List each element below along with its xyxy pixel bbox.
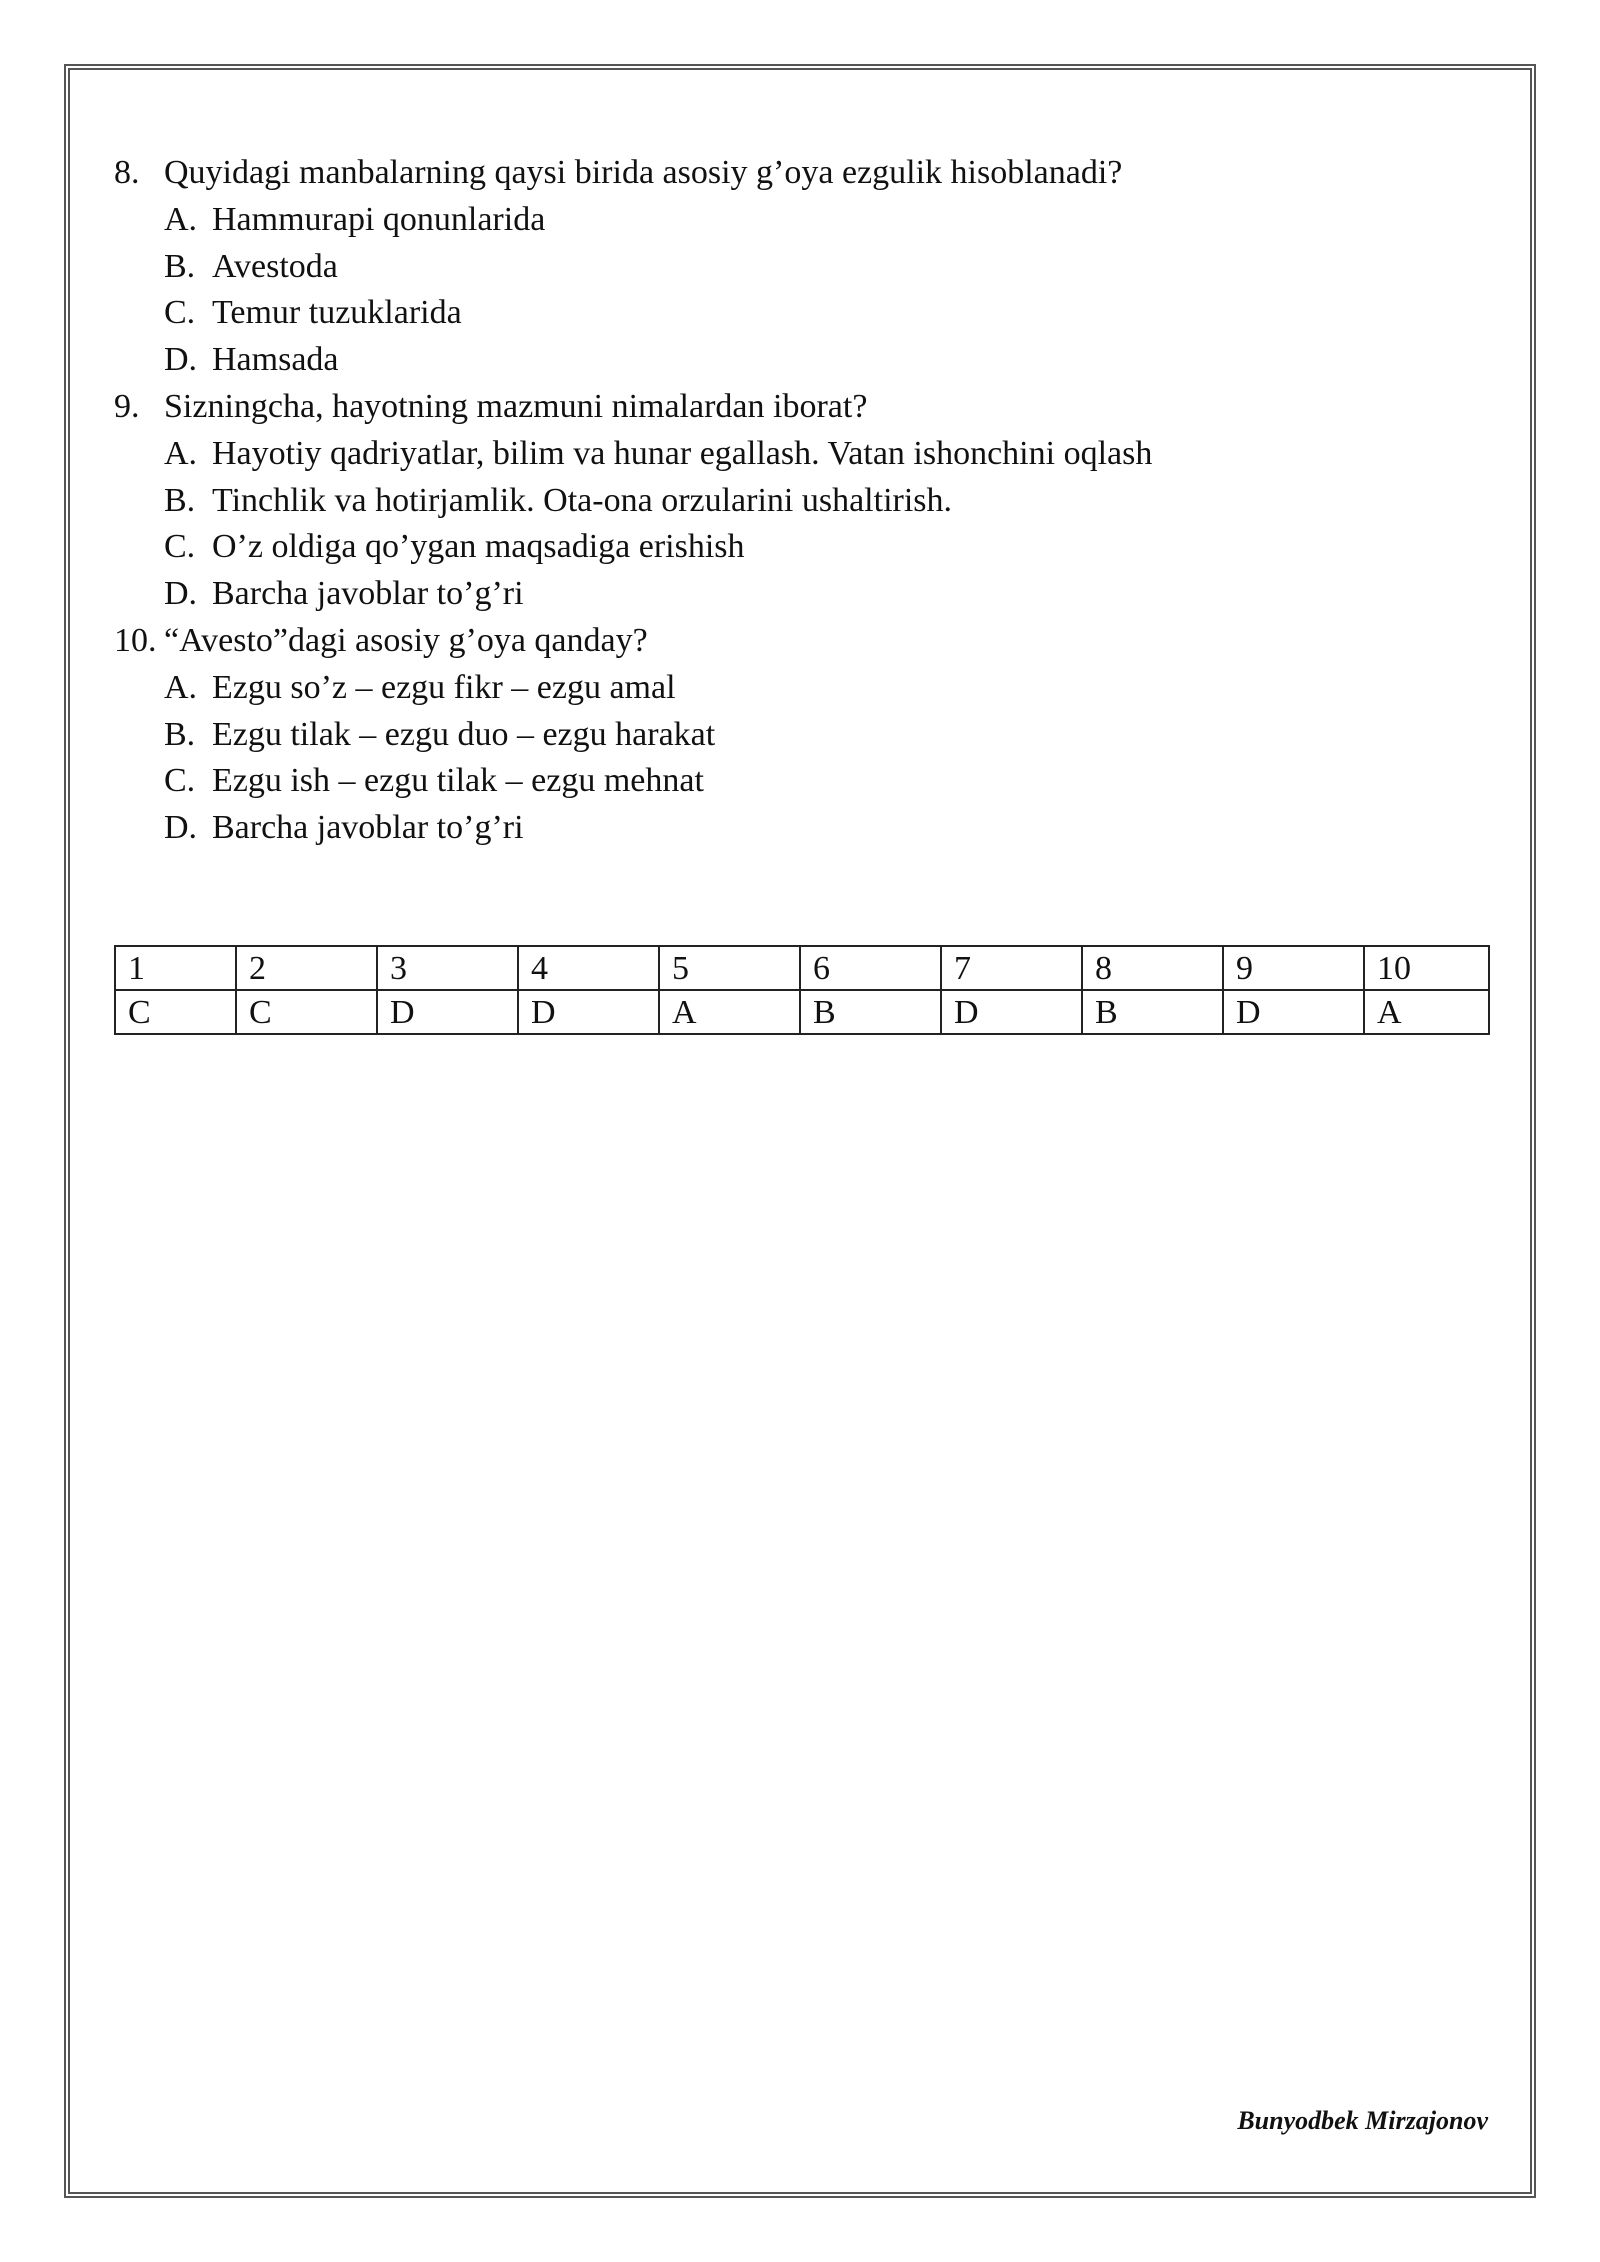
answer-key-answers-row [115, 990, 1489, 1034]
option-letter: A. [164, 200, 198, 238]
option-9d [114, 571, 1494, 618]
table-cell: D [377, 990, 518, 1034]
table-cell: D [518, 990, 659, 1034]
option-letter: C. [164, 528, 196, 566]
option-10a [114, 665, 1494, 712]
table-cell: 1 [115, 946, 236, 990]
question-text: Sizningcha, hayotning mazmuni nimalardan iborat? [164, 387, 868, 425]
question-8 [114, 150, 1494, 197]
option-text: O’z oldiga qo’ygan maqsadiga erishish [212, 528, 745, 566]
option-text: Avestoda [212, 247, 338, 285]
table-cell: 7 [941, 946, 1082, 990]
option-8a [114, 197, 1494, 244]
question-9 [114, 384, 1494, 431]
option-text: Barcha javoblar to’g’ri [212, 809, 524, 847]
table-cell: C [236, 990, 377, 1034]
table-cell: 6 [800, 946, 941, 990]
table-cell: D [941, 990, 1082, 1034]
option-letter: C. [164, 294, 196, 332]
option-letter: B. [164, 715, 196, 753]
table-cell: 9 [1223, 946, 1364, 990]
option-9b [114, 478, 1494, 525]
table-cell: 3 [377, 946, 518, 990]
question-text: Quyidagi manbalarning qaysi birida asosiy g’oya ezgulik hisoblanadi? [164, 154, 1123, 191]
questions-block [114, 150, 1494, 852]
option-letter: D. [164, 575, 198, 613]
option-letter: B. [164, 247, 196, 285]
option-letter: D. [164, 809, 198, 847]
option-10b [114, 712, 1494, 759]
option-10c [114, 758, 1494, 805]
question-10 [114, 618, 1494, 665]
option-9c [114, 524, 1494, 571]
option-text: Ezgu so’z – ezgu fikr – ezgu amal [212, 668, 676, 706]
table-cell: D [1223, 990, 1364, 1034]
option-letter: A. [164, 434, 198, 472]
option-8b [114, 244, 1494, 291]
option-letter: B. [164, 481, 196, 519]
option-text: Ezgu ish – ezgu tilak – ezgu mehnat [212, 762, 704, 800]
option-text: Hayotiy qadriyatlar, bilim va hunar egallash. Vatan ishonchini oqlash [212, 434, 1153, 472]
option-text: Barcha javoblar to’g’ri [212, 575, 524, 613]
option-8c [114, 290, 1494, 337]
table-cell: 4 [518, 946, 659, 990]
option-8d [114, 337, 1494, 384]
table-cell: 2 [236, 946, 377, 990]
option-text: Hammurapi qonunlarida [212, 200, 546, 238]
table-cell: C [115, 990, 236, 1034]
table-cell: A [659, 990, 800, 1034]
question-number: 8. [114, 154, 140, 191]
option-letter: D. [164, 341, 198, 379]
option-text: Hamsada [212, 341, 339, 379]
question-text: “Avesto”dagi asosiy g’oya qanday? [164, 621, 648, 659]
table-cell: B [800, 990, 941, 1034]
answer-key-table [114, 945, 1490, 1035]
option-letter: A. [164, 668, 198, 706]
question-number: 9. [114, 387, 140, 425]
option-letter: C. [164, 762, 196, 800]
option-10d [114, 805, 1494, 852]
table-cell: B [1082, 990, 1223, 1034]
table-cell: 5 [659, 946, 800, 990]
question-number: 10. [114, 621, 157, 659]
author-name: Bunyodbek Mirzajonov [1237, 2106, 1488, 2135]
answer-key-numbers-row [115, 946, 1489, 990]
option-9a [114, 431, 1494, 478]
option-text: Tinchlik va hotirjamlik. Ota-ona orzularini ushaltirish. [212, 481, 953, 519]
table-cell: 8 [1082, 946, 1223, 990]
option-text: Ezgu tilak – ezgu duo – ezgu harakat [212, 715, 716, 753]
table-cell: A [1364, 990, 1489, 1034]
option-text: Temur tuzuklarida [212, 294, 462, 332]
table-cell: 10 [1364, 946, 1489, 990]
